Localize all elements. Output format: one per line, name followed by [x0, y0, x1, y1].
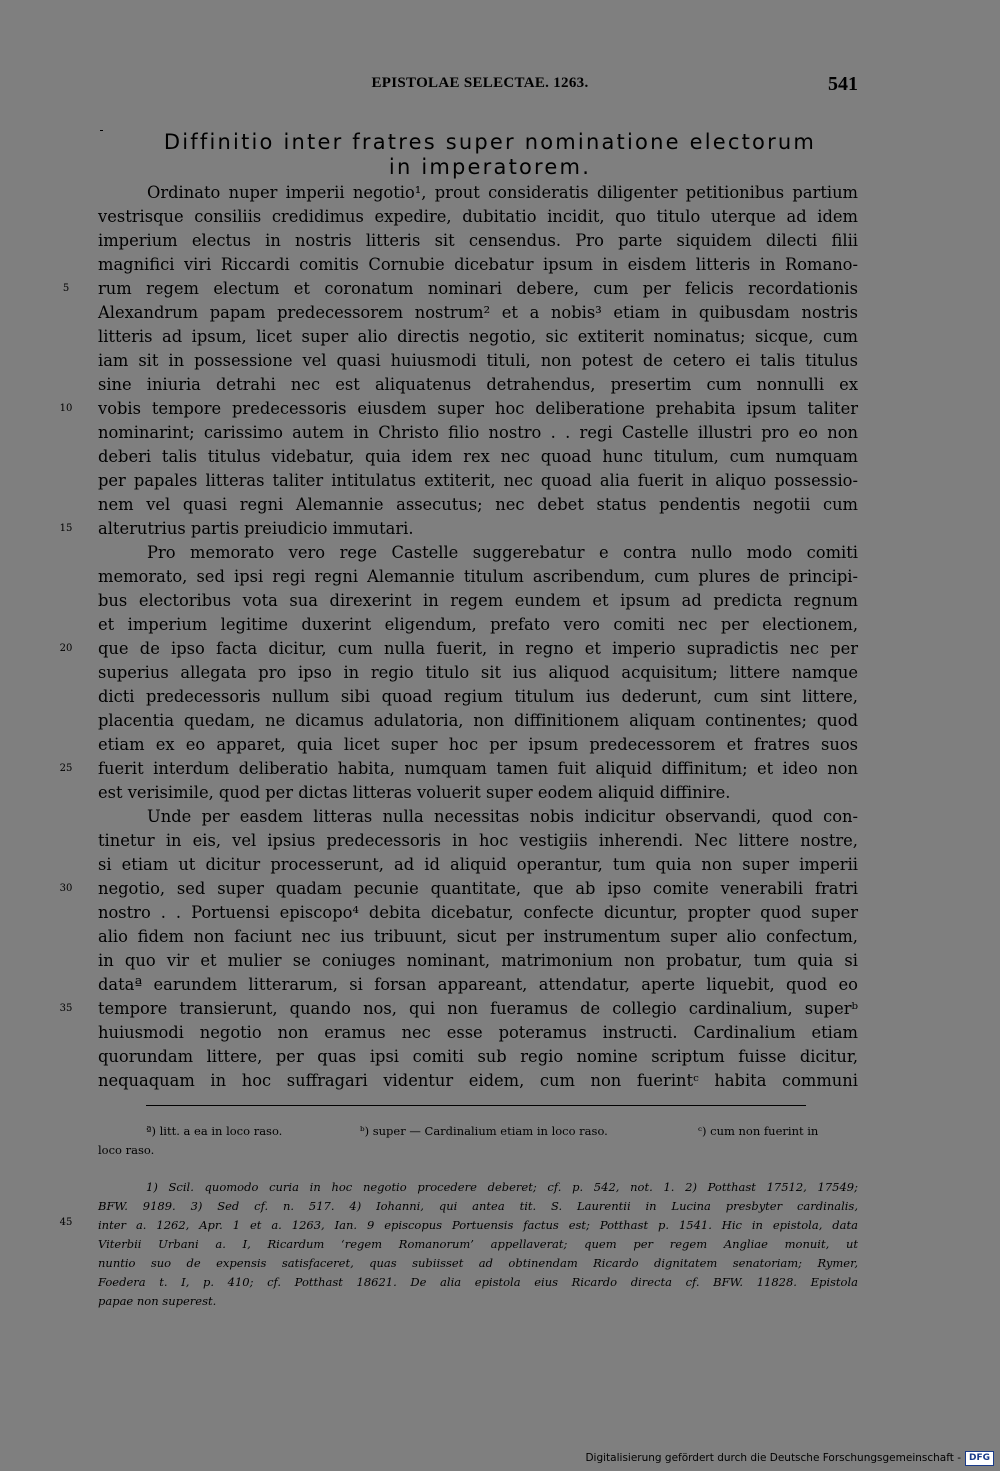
text-line: nominarint; carissimo autem in Christo filio nostro . . regi Castelle illustri pro eo non	[98, 423, 858, 442]
footnote-line: papae non superest.	[98, 1294, 217, 1308]
critical-note: ª) litt. a ea in loco raso.	[146, 1124, 283, 1138]
text-line: negotio, sed super quadam pecunie quantitate, que ab ipso comite venerabili fratri	[98, 879, 858, 898]
text-line: iam sit in possessione vel quasi huiusmodi tituli, non potest de cetero ei talis titulus	[98, 351, 858, 370]
text-line: imperium electus in nostris litteris sit censendus. Pro parte siquidem dilecti filii	[98, 231, 858, 250]
text-line: placentia quedam, ne dicamus adulatoria, non diffinitionem aliquam continentes; quod	[98, 711, 858, 730]
text-line: et imperium legitime duxerint eligendum, prefato vero comiti nec per electionem,	[98, 615, 858, 634]
text-line: vobis tempore predecessoris eiusdem super hoc deliberatione prehabita ipsum taliter	[98, 399, 858, 418]
text-line: est verisimile, quod per dictas litteras voluerit super eodem aliquid diffinire.	[98, 783, 731, 802]
text-line: in quo vir et mulier se coniuges nominant, matrimonium non probatur, tum quia si	[98, 951, 858, 970]
line-number: 15	[59, 523, 73, 534]
footnote-line: BFW. 9189. 3) Sed cf. n. 517. 4) Iohanni, qui antea tit. S. Laurentii in Lucina presbyter cardinalis,	[98, 1199, 858, 1213]
text-line: etiam ex eo apparet, quia licet super hoc per ipsum predecessorem et fratres suos	[98, 735, 858, 754]
text-line: rum regem electum et coronatum nominari debere, cum per felicis recordationis	[98, 279, 858, 298]
critical-note: loco raso.	[98, 1143, 155, 1157]
running-head	[0, 73, 1000, 103]
funding-footer	[585, 1449, 994, 1467]
text-line: quorundam littere, per quas ipsi comiti sub regio nomine scriptum fuisse dicitur,	[98, 1047, 858, 1066]
text-line: vestrisque consiliis credidimus expedire, dubitatio incidit, quo titulo uterque ad idem	[98, 207, 858, 226]
text-line: huiusmodi negotio non eramus nec esse poteramus instructi. Cardinalium etiam	[98, 1023, 858, 1042]
text-line: si etiam ut dicitur processerunt, ad id aliquid operantur, tum quia non super imperii	[98, 855, 858, 874]
text-line: nostro . . Portuensi episcopo⁴ debita dicebatur, confecte dicuntur, propter quod super	[98, 903, 858, 922]
line-number: 10	[59, 403, 73, 414]
line-number: 20	[59, 643, 73, 654]
text-line: alio fidem non faciunt nec ius tribuunt, sicut per instrumentum super alio confectum,	[98, 927, 858, 946]
text-line: Alexandrum papam predecessorem nostrum² et a nobis³ etiam in quibusdam nostris	[98, 303, 858, 322]
text-line: Ordinato nuper imperii negotio¹, prout consideratis diligenter petitionibus partium	[147, 183, 858, 202]
text-line: alterutrius partis preiudicio immutari.	[98, 519, 414, 538]
line-number: 25	[59, 763, 73, 774]
heading-line-1: Diffinitio inter fratres super nominatione electorum	[163, 130, 817, 154]
text-line: tempore transierunt, quando nos, qui non fueramus de collegio cardinalium, superᵇ	[98, 999, 858, 1018]
footnotes	[98, 1178, 858, 1311]
footnote-line: inter a. 1262, Apr. 1 et a. 1263, Ian. 9 episcopus Portuensis factus est; Potthast p. 1541. Hic in epistola, data	[98, 1218, 858, 1232]
critical-note: ᶜ) cum non fuerint in	[698, 1124, 819, 1138]
text-line: litteris ad ipsum, licet super alio directis negotio, sic extiterit nominatus; sicque, cum	[98, 327, 858, 346]
text-line: tinetur in eis, vel ipsius predecessoris in hoc vestigiis inherendi. Nec littere nostre,	[98, 831, 858, 850]
text-line: bus electoribus vota sua direxerint in regem eundem et ipsum ad predicta regnum	[98, 591, 858, 610]
text-line: per papales litteras taliter intitulatus extiterit, nec quoad alia fuerit in aliquo possessio-	[98, 471, 858, 490]
line-number: 45	[59, 1217, 73, 1228]
running-head-title: EPISTOLAE SELECTAE. 1263.	[371, 75, 589, 91]
line-number: 5	[62, 283, 70, 294]
text-line: nequaquam in hoc suffragari videntur eidem, cum non fuerintᶜ habita communi	[98, 1071, 858, 1090]
text-line: memorato, sed ipsi regi regni Alemannie titulum ascribendum, cum plures de principi-	[98, 567, 858, 586]
heading-line-2: in imperatorem.	[388, 155, 592, 179]
footnote-line: 1) Scil. quomodo curia in hoc negotio procedere deberet; cf. p. 542, not. 1. 2) Potthast 17512, 17549;	[146, 1180, 858, 1194]
text-line: dataª earundem litterarum, si forsan appareant, attendatur, aperte liquebit, quod eo	[98, 975, 858, 994]
footnote-divider	[146, 1105, 806, 1106]
text-line: nem vel quasi regni Alemannie assecutus; nec debet status pendentis negotii cum	[98, 495, 858, 514]
text-line: superius allegata pro ipso in regio titulo sit ius aliquod acquisitum; littere namque	[98, 663, 858, 682]
dfg-logo: DFG	[965, 1451, 994, 1466]
footnote-line: Foedera t. I, p. 410; cf. Potthast 18621. De alia epistola eius Ricardo directa cf. BFW. 11828. Epistola	[98, 1275, 858, 1289]
text-line: que de ipso facta dicitur, cum nulla fuerit, in regno et imperio supradictis nec per	[98, 639, 858, 658]
text-line: dicti predecessoris nullum sibi quoad regium titulum ius dederunt, cum sint littere,	[98, 687, 858, 706]
critical-note: ᵇ) super — Cardinalium etiam in loco raso.	[360, 1124, 608, 1138]
line-number: 35	[59, 1003, 73, 1014]
critical-apparatus	[98, 1122, 858, 1160]
text-line: fuerit interdum deliberatio habita, numquam tamen fuit aliquid diffinitum; et ideo non	[98, 759, 858, 778]
text-line: deberi talis titulus videbatur, quia idem rex nec quoad hunc titulum, cum numquam	[98, 447, 858, 466]
footnote-line: nuntio suo de expensis satisfaceret, quas subiisset ad obtinendam Ricardo dignitatem senatoriam; Rymer,	[98, 1256, 858, 1270]
page-number: 541	[828, 73, 858, 95]
text-line: sine iniuria detrahi nec est aliquatenus detrahendus, presertim cum nonnulli ex	[98, 375, 858, 394]
footnote-line: Viterbii Urbani a. I, Ricardum ‘regem Romanorum’ appellaverat; quem per regem Angliae monuit, ut	[98, 1237, 858, 1251]
text-line: Pro memorato vero rege Castelle suggerebatur e contra nullo modo comiti	[147, 543, 858, 562]
document-heading	[90, 130, 890, 180]
line-number: 30	[59, 883, 73, 894]
text-line: Unde per easdem litteras nulla necessitas nobis indicitur observandi, quod con-	[147, 807, 858, 826]
text-line: magnifici viri Riccardi comitis Cornubie dicebatur ipsum in eisdem litteris in Romano-	[98, 255, 858, 274]
footer-text: Digitalisierung gefördert durch die Deutsche Forschungsgemeinschaft -	[585, 1452, 961, 1464]
